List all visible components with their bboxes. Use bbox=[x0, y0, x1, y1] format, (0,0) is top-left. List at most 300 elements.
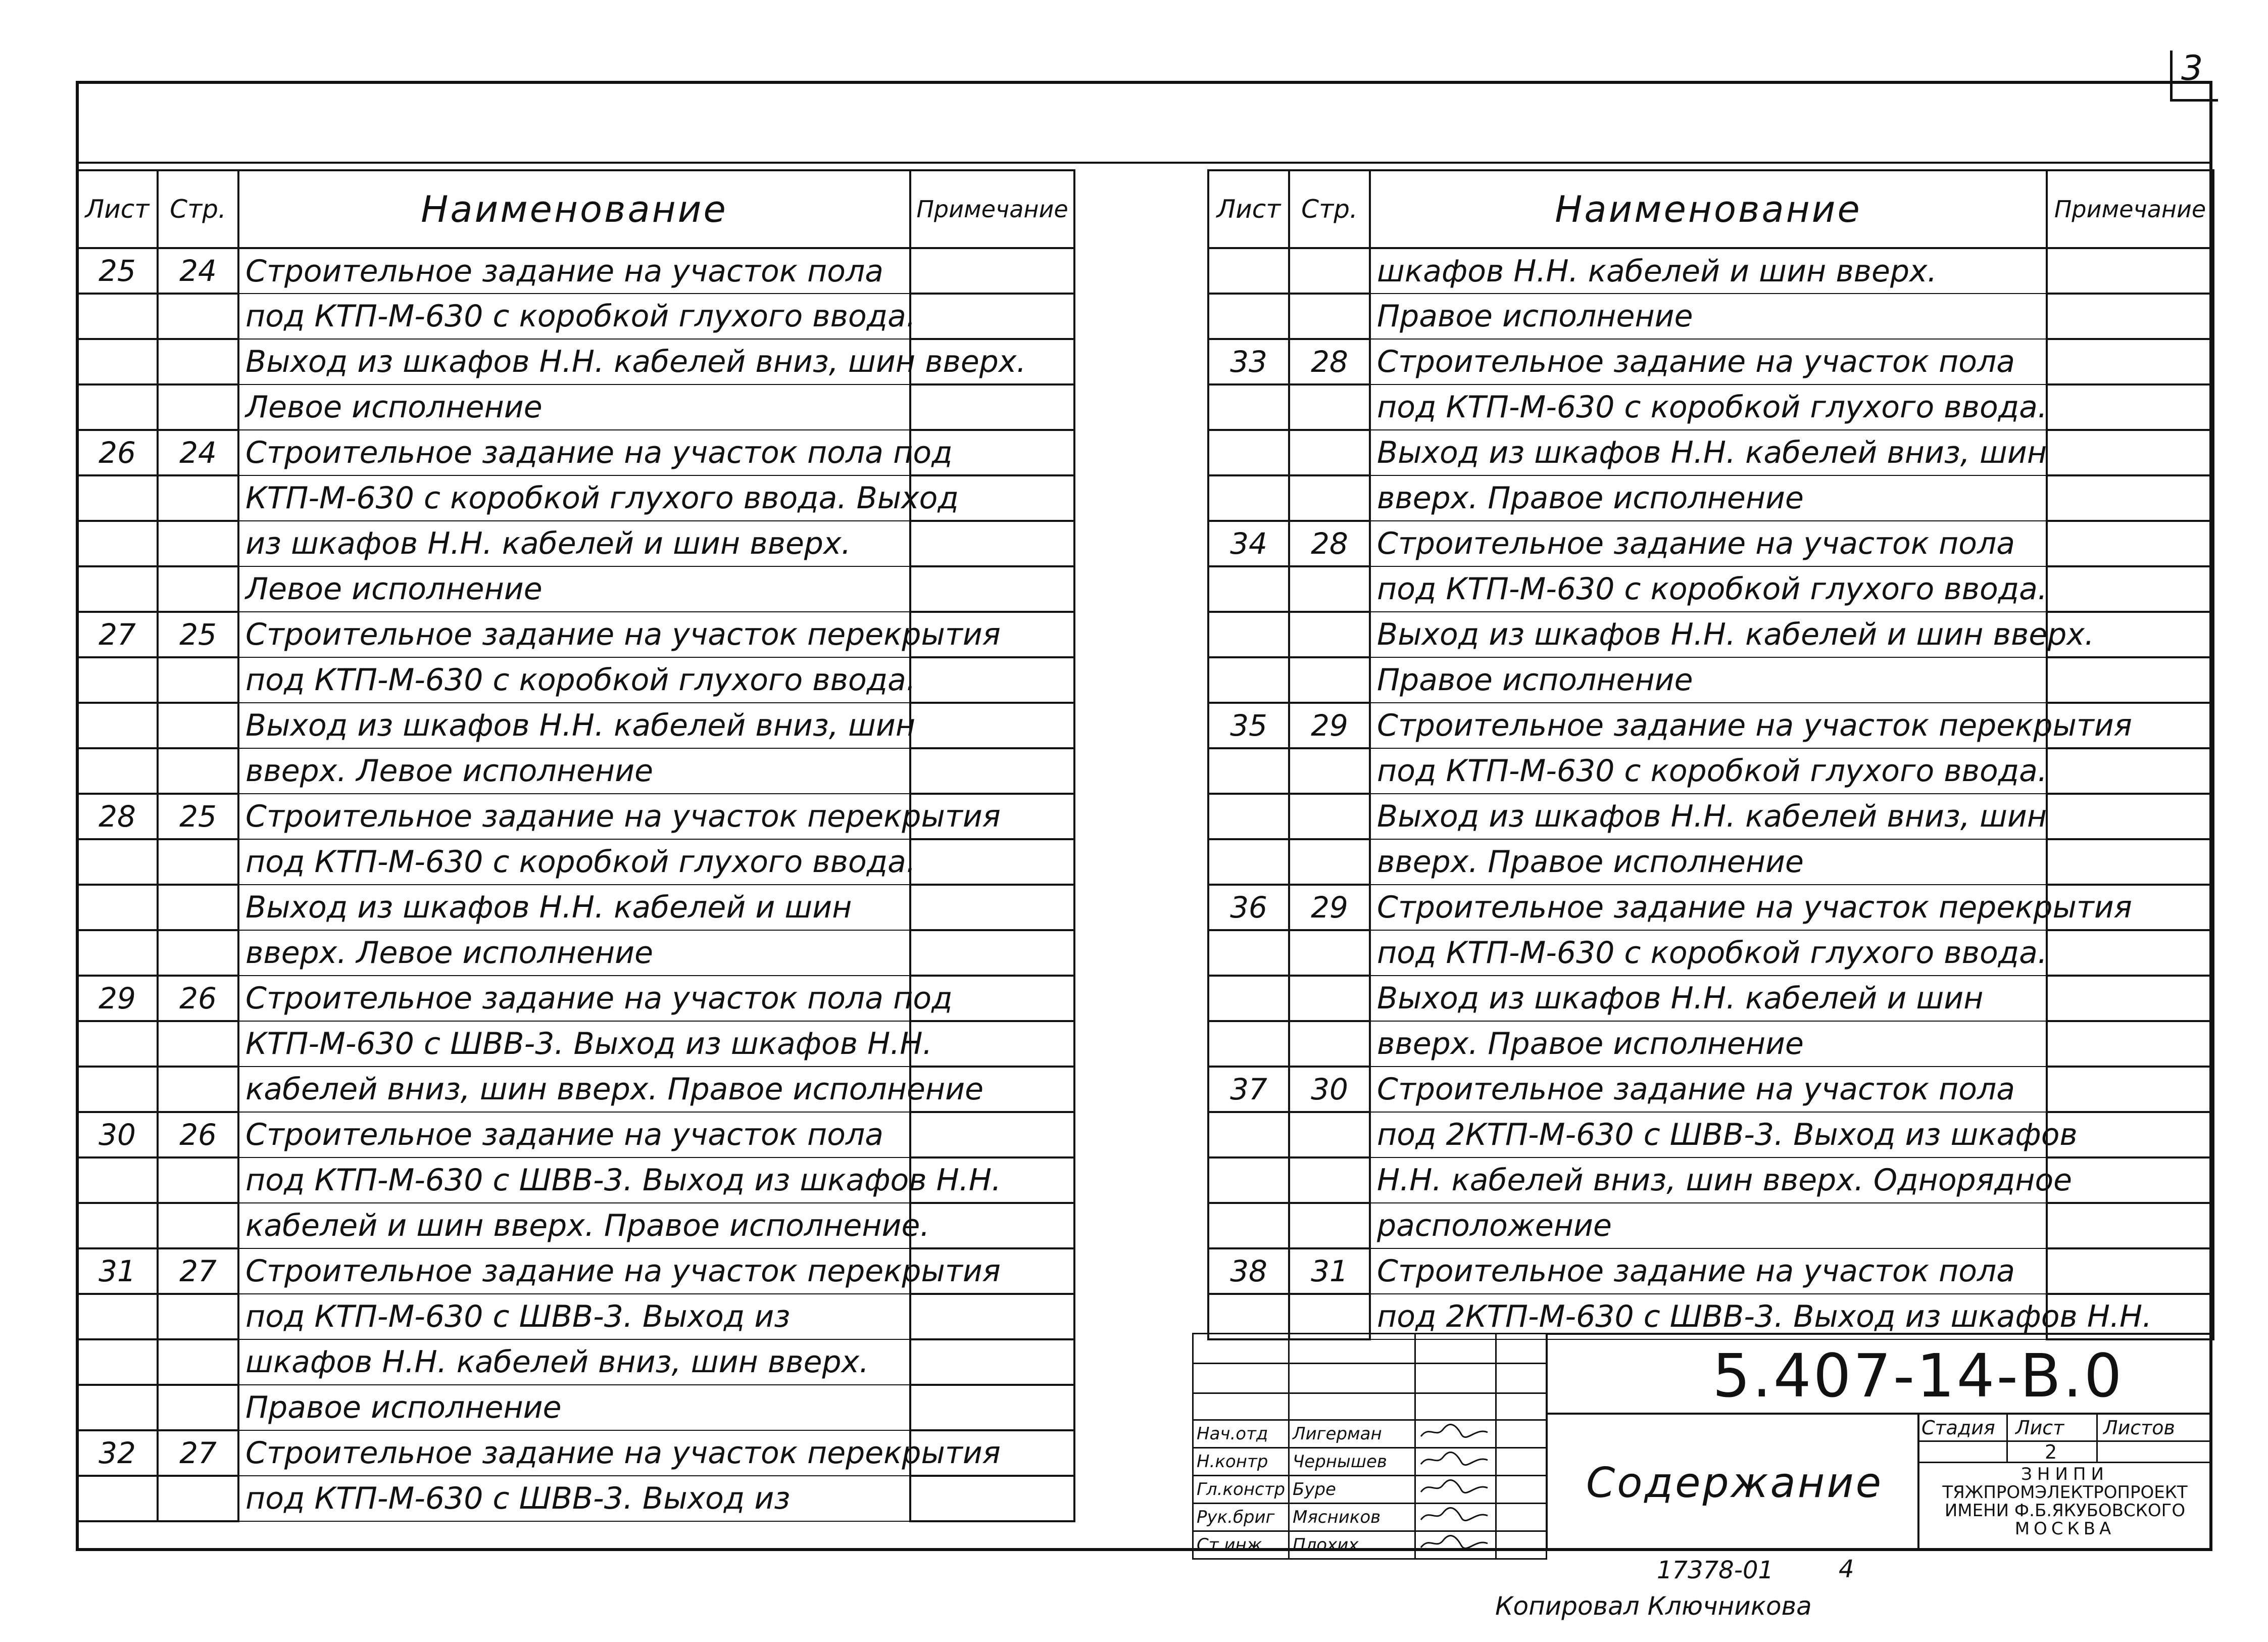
page-cell bbox=[158, 1021, 238, 1067]
page-cell bbox=[1289, 612, 1370, 657]
signature-scribble bbox=[1419, 1479, 1490, 1496]
signature-scribble bbox=[1419, 1534, 1490, 1552]
header-note: Примечание bbox=[2047, 170, 2213, 248]
signature-row bbox=[1193, 1504, 1547, 1531]
name-cell: вверх. Правое исполнение bbox=[1370, 475, 2047, 521]
name-cell: Строительное задание на участок перекрытия bbox=[238, 794, 910, 839]
page-cell bbox=[158, 1203, 238, 1248]
page-cell: 24 bbox=[158, 248, 238, 294]
name-cell: КТП-М-630 с коробкой глухого ввода. Выход bbox=[238, 475, 910, 521]
signature-row bbox=[1193, 1531, 1547, 1559]
note-cell bbox=[910, 1476, 1074, 1521]
name-cell: Строительное задание на участок пола bbox=[1370, 339, 2047, 384]
table-row bbox=[77, 248, 1074, 294]
table-row bbox=[1208, 1157, 2213, 1203]
page-cell bbox=[1289, 1203, 1370, 1248]
table-row bbox=[77, 748, 1074, 794]
sheet-cell bbox=[77, 566, 158, 612]
note-cell bbox=[910, 839, 1074, 885]
org-line-3: ИМЕНИ Ф.Б.ЯКУБОВСКОГО bbox=[1944, 1501, 2186, 1521]
note-cell bbox=[910, 885, 1074, 930]
name-cell: вверх. Левое исполнение bbox=[238, 748, 910, 794]
sheet-cell bbox=[77, 748, 158, 794]
name-cell: Строительное задание на участок перекрытия bbox=[238, 1430, 910, 1476]
note-cell bbox=[2047, 339, 2213, 384]
table-row bbox=[77, 294, 1074, 339]
stage-divider-2 bbox=[2096, 1413, 2098, 1463]
name-cell: Выход из шкафов Н.Н. кабелей и шин bbox=[1370, 976, 2047, 1021]
table-row bbox=[1208, 748, 2213, 794]
sheet-cell bbox=[77, 930, 158, 976]
page-cell: 29 bbox=[1289, 703, 1370, 748]
page-cell bbox=[158, 1294, 238, 1339]
table-header-row bbox=[77, 170, 1074, 248]
header-sheet: Лист bbox=[1208, 170, 1289, 248]
page-cell bbox=[158, 885, 238, 930]
doc-number: 5.407-14-В.0 bbox=[1712, 1341, 2124, 1411]
date-cell bbox=[1496, 1504, 1547, 1531]
note-cell bbox=[2047, 566, 2213, 612]
header-name: Наименование bbox=[238, 170, 910, 248]
page-cell bbox=[1289, 294, 1370, 339]
stage-label: Стадия bbox=[1921, 1417, 1995, 1439]
sheet-cell bbox=[1208, 794, 1289, 839]
sheet-cell bbox=[77, 657, 158, 703]
table-row bbox=[77, 566, 1074, 612]
page-cell bbox=[1289, 839, 1370, 885]
note-cell bbox=[910, 1385, 1074, 1430]
sheet-cell: 32 bbox=[77, 1430, 158, 1476]
person-name-cell: Чернышев bbox=[1289, 1448, 1415, 1476]
table-row bbox=[1208, 794, 2213, 839]
table-row bbox=[77, 839, 1074, 885]
table-row bbox=[77, 976, 1074, 1021]
page-cell: 28 bbox=[1289, 521, 1370, 566]
sheet-cell: 29 bbox=[77, 976, 158, 1021]
date-cell bbox=[1496, 1476, 1547, 1504]
sheet-cell bbox=[77, 885, 158, 930]
table-row bbox=[77, 612, 1074, 657]
table-row bbox=[1208, 612, 2213, 657]
sheet-cell: 27 bbox=[77, 612, 158, 657]
note-cell bbox=[910, 1112, 1074, 1157]
signature-scribble bbox=[1419, 1451, 1490, 1468]
note-cell bbox=[910, 1021, 1074, 1067]
sheet-cell bbox=[77, 294, 158, 339]
sheet-cell: 31 bbox=[77, 1248, 158, 1294]
role-cell: Ст.инж bbox=[1193, 1531, 1289, 1559]
table-row bbox=[1208, 294, 2213, 339]
name-cell: Выход из шкафов Н.Н. кабелей и шин вверх. bbox=[1370, 612, 2047, 657]
name-cell: Выход из шкафов Н.Н. кабелей и шин bbox=[238, 885, 910, 930]
sheet-cell: 36 bbox=[1208, 885, 1289, 930]
page-cell bbox=[158, 930, 238, 976]
sheet-cell: 33 bbox=[1208, 339, 1289, 384]
sheet-cell bbox=[77, 1476, 158, 1521]
page-cell bbox=[1289, 430, 1370, 475]
sheet-cell bbox=[1208, 930, 1289, 976]
table-row bbox=[1208, 930, 2213, 976]
note-cell bbox=[2047, 384, 2213, 430]
role-cell: Рук.бриг bbox=[1193, 1504, 1289, 1531]
page-cell bbox=[158, 703, 238, 748]
person-name-cell: Лигерман bbox=[1289, 1420, 1415, 1448]
table-row bbox=[77, 794, 1074, 839]
note-cell bbox=[910, 703, 1074, 748]
name-cell: КТП-М-630 с ШВВ-3. Выход из шкафов Н.Н. bbox=[238, 1021, 910, 1067]
person-name-cell: Плохих bbox=[1289, 1531, 1415, 1559]
table-row bbox=[1208, 703, 2213, 748]
signature-row bbox=[1193, 1448, 1547, 1476]
table-row bbox=[1208, 1203, 2213, 1248]
sheet-cell bbox=[77, 475, 158, 521]
note-cell bbox=[910, 1203, 1074, 1248]
table-row bbox=[77, 1476, 1074, 1521]
note-cell bbox=[2047, 794, 2213, 839]
sheet-cell bbox=[77, 1157, 158, 1203]
page-cell bbox=[158, 566, 238, 612]
table-row bbox=[77, 1339, 1074, 1385]
name-cell: Правое исполнение bbox=[1370, 657, 2047, 703]
name-cell: под КТП-М-630 с ШВВ-3. Выход из bbox=[238, 1476, 910, 1521]
table-row bbox=[77, 1021, 1074, 1067]
name-cell: Строительное задание на участок пола под bbox=[238, 976, 910, 1021]
name-cell: Строительное задание на участок пола под bbox=[238, 430, 910, 475]
title-block bbox=[1192, 1333, 2212, 1555]
header-page: Стр. bbox=[1289, 170, 1370, 248]
name-cell: Строительное задание на участок перекрытия bbox=[1370, 885, 2047, 930]
name-cell: под КТП-М-630 с ШВВ-3. Выход из шкафов Н.Н. bbox=[238, 1157, 910, 1203]
signature-cell bbox=[1415, 1476, 1496, 1504]
table-row bbox=[77, 1157, 1074, 1203]
sheet-cell bbox=[77, 703, 158, 748]
name-cell: под 2КТП-М-630 с ШВВ-3. Выход из шкафов bbox=[1370, 1112, 2047, 1157]
page-cell: 31 bbox=[1289, 1248, 1370, 1294]
page-cell bbox=[158, 475, 238, 521]
page-cell: 28 bbox=[1289, 339, 1370, 384]
page-cell bbox=[158, 521, 238, 566]
name-cell: Строительное задание на участок пола bbox=[238, 248, 910, 294]
sheet-cell bbox=[1208, 839, 1289, 885]
org-line-2: ТЯЖПРОМЭЛЕКТРОПРОЕКТ bbox=[1942, 1482, 2188, 1503]
table-row bbox=[1208, 384, 2213, 430]
sheet-cell bbox=[1208, 1157, 1289, 1203]
name-cell: вверх. Правое исполнение bbox=[1370, 839, 2047, 885]
sheet-cell bbox=[1208, 1021, 1289, 1067]
frame-top-line bbox=[76, 162, 2212, 164]
right-contents-table bbox=[1207, 169, 2214, 1340]
table-row bbox=[77, 657, 1074, 703]
table-row bbox=[77, 703, 1074, 748]
name-cell: под КТП-М-630 с коробкой глухого ввода. bbox=[238, 839, 910, 885]
name-cell: Выход из шкафов Н.Н. кабелей вниз, шин bbox=[238, 703, 910, 748]
sheet-cell: 35 bbox=[1208, 703, 1289, 748]
table-row bbox=[1208, 1248, 2213, 1294]
signature-scribble bbox=[1419, 1423, 1490, 1440]
name-cell: Строительное задание на участок перекрытия bbox=[1370, 703, 2047, 748]
header-sheet: Лист bbox=[77, 170, 158, 248]
date-cell bbox=[1496, 1420, 1547, 1448]
note-cell bbox=[2047, 1248, 2213, 1294]
table-row bbox=[1208, 839, 2213, 885]
table-row bbox=[1208, 1021, 2213, 1067]
page-cell bbox=[158, 294, 238, 339]
page-cell: 26 bbox=[158, 1112, 238, 1157]
table-row bbox=[77, 930, 1074, 976]
page-cell bbox=[1289, 566, 1370, 612]
note-cell bbox=[2047, 930, 2213, 976]
sheet-value: 2 bbox=[2045, 1441, 2057, 1463]
person-name-cell: Мясников bbox=[1289, 1504, 1415, 1531]
note-cell bbox=[2047, 976, 2213, 1021]
page-cell: 25 bbox=[158, 612, 238, 657]
table-row bbox=[1208, 521, 2213, 566]
page-cell: 24 bbox=[158, 430, 238, 475]
table-row bbox=[77, 1067, 1074, 1112]
name-cell: под КТП-М-630 с коробкой глухого ввода. bbox=[238, 657, 910, 703]
signature-scribble bbox=[1419, 1507, 1490, 1524]
sheet-cell bbox=[1208, 748, 1289, 794]
table-row bbox=[1208, 885, 2213, 930]
table-row bbox=[1208, 566, 2213, 612]
inventory-sheet: 4 bbox=[1839, 1555, 1854, 1583]
sheet-cell bbox=[1208, 475, 1289, 521]
note-cell bbox=[2047, 248, 2213, 294]
note-cell bbox=[910, 248, 1074, 294]
name-cell: под 2КТП-М-630 с ШВВ-3. Выход из шкафов Н.Н. bbox=[1370, 1294, 2047, 1339]
signature-cell bbox=[1415, 1420, 1496, 1448]
name-cell: Строительное задание на участок перекрытия bbox=[238, 1248, 910, 1294]
table-row bbox=[1208, 1112, 2213, 1157]
page-cell: 29 bbox=[1289, 885, 1370, 930]
note-cell bbox=[2047, 294, 2213, 339]
page-cell: 27 bbox=[158, 1430, 238, 1476]
name-cell: кабелей вниз, шин вверх. Правое исполнение bbox=[238, 1067, 910, 1112]
page-cell bbox=[158, 657, 238, 703]
name-cell: шкафов Н.Н. кабелей и шин вверх. bbox=[1370, 248, 2047, 294]
signature-cell bbox=[1415, 1448, 1496, 1476]
signature-cell bbox=[1415, 1504, 1496, 1531]
sheet-cell: 28 bbox=[77, 794, 158, 839]
note-cell bbox=[2047, 475, 2213, 521]
name-cell: под КТП-М-630 с коробкой глухого ввода. bbox=[1370, 384, 2047, 430]
note-cell bbox=[2047, 748, 2213, 794]
sheet-cell: 37 bbox=[1208, 1067, 1289, 1112]
person-name-cell: Буре bbox=[1289, 1476, 1415, 1504]
page-cell: 25 bbox=[158, 794, 238, 839]
name-cell: Левое исполнение bbox=[238, 566, 910, 612]
name-cell: под КТП-М-630 с коробкой глухого ввода. bbox=[1370, 930, 2047, 976]
note-cell bbox=[2047, 1021, 2213, 1067]
copied-by: Копировал Ключникова bbox=[1495, 1591, 1812, 1621]
note-cell bbox=[910, 1294, 1074, 1339]
left-table-body bbox=[77, 248, 1074, 1521]
name-cell: из шкафов Н.Н. кабелей и шин вверх. bbox=[238, 521, 910, 566]
signature-row bbox=[1193, 1476, 1547, 1504]
table-row bbox=[1208, 475, 2213, 521]
page-cell: 26 bbox=[158, 976, 238, 1021]
page-cell bbox=[1289, 1112, 1370, 1157]
name-cell: Н.Н. кабелей вниз, шин вверх. Однорядное bbox=[1370, 1157, 2047, 1203]
sheet-cell bbox=[1208, 612, 1289, 657]
name-cell: Строительное задание на участок пола bbox=[1370, 521, 2047, 566]
date-cell bbox=[1496, 1531, 1547, 1559]
name-cell: Выход из шкафов Н.Н. кабелей вниз, шин bbox=[1370, 794, 2047, 839]
name-cell: Выход из шкафов Н.Н. кабелей вниз, шин bbox=[1370, 430, 2047, 475]
table-row bbox=[77, 430, 1074, 475]
note-cell bbox=[910, 521, 1074, 566]
sheet-cell: 25 bbox=[77, 248, 158, 294]
note-cell bbox=[2047, 521, 2213, 566]
note-cell bbox=[910, 294, 1074, 339]
header-note: Примечание bbox=[910, 170, 1074, 248]
table-row bbox=[1208, 248, 2213, 294]
table-row bbox=[1208, 1067, 2213, 1112]
sheet-cell bbox=[77, 1294, 158, 1339]
sheet-cell bbox=[1208, 294, 1289, 339]
page-cell: 27 bbox=[158, 1248, 238, 1294]
table-row bbox=[77, 1385, 1074, 1430]
table-row bbox=[1208, 339, 2213, 384]
sheet-cell bbox=[77, 1067, 158, 1112]
page-cell bbox=[158, 384, 238, 430]
note-cell bbox=[910, 748, 1074, 794]
table-row bbox=[1208, 657, 2213, 703]
page-number: 3 bbox=[2181, 49, 2203, 88]
signature-grid bbox=[1192, 1333, 1547, 1560]
page-cell bbox=[158, 1339, 238, 1385]
note-cell bbox=[2047, 839, 2213, 885]
sheet-cell bbox=[77, 521, 158, 566]
name-cell: Правое исполнение bbox=[238, 1385, 910, 1430]
name-cell: Левое исполнение bbox=[238, 384, 910, 430]
note-cell bbox=[910, 566, 1074, 612]
signature-cell bbox=[1415, 1531, 1496, 1559]
page-cell bbox=[158, 339, 238, 384]
inventory-number: 17378-01 bbox=[1657, 1556, 1774, 1584]
name-cell: Строительное задание на участок пола bbox=[238, 1112, 910, 1157]
sheet-cell bbox=[77, 384, 158, 430]
name-cell: Строительное задание на участок перекрытия bbox=[238, 612, 910, 657]
sheet-cell bbox=[77, 1385, 158, 1430]
sheet-cell bbox=[77, 1339, 158, 1385]
table-row bbox=[77, 384, 1074, 430]
page-cell bbox=[1289, 794, 1370, 839]
sheet-cell bbox=[1208, 430, 1289, 475]
page-cell bbox=[158, 839, 238, 885]
right-table-body bbox=[1208, 248, 2213, 1339]
sheet-cell: 34 bbox=[1208, 521, 1289, 566]
table-row bbox=[77, 1248, 1074, 1294]
sheet-cell bbox=[1208, 1203, 1289, 1248]
page-cell bbox=[158, 1157, 238, 1203]
page-cell bbox=[1289, 1021, 1370, 1067]
name-cell: Строительное задание на участок пола bbox=[1370, 1067, 2047, 1112]
note-cell bbox=[910, 384, 1074, 430]
page-cell bbox=[1289, 248, 1370, 294]
name-cell: под КТП-М-630 с ШВВ-3. Выход из bbox=[238, 1294, 910, 1339]
header-page: Стр. bbox=[158, 170, 238, 248]
name-cell: кабелей и шин вверх. Правое исполнение. bbox=[238, 1203, 910, 1248]
note-cell bbox=[2047, 657, 2213, 703]
name-cell: под КТП-М-630 с коробкой глухого ввода. bbox=[1370, 566, 2047, 612]
table-row bbox=[77, 1430, 1074, 1476]
note-cell bbox=[2047, 1203, 2213, 1248]
table-row bbox=[1208, 976, 2213, 1021]
sheet-cell: 26 bbox=[77, 430, 158, 475]
sheet-cell bbox=[77, 339, 158, 384]
note-cell bbox=[910, 1339, 1074, 1385]
date-cell bbox=[1496, 1448, 1547, 1476]
name-cell: вверх. Правое исполнение bbox=[1370, 1021, 2047, 1067]
sheet-cell bbox=[77, 839, 158, 885]
org-line-1: ЗНИПИ bbox=[2021, 1464, 2109, 1484]
page-cell bbox=[1289, 657, 1370, 703]
org-line-4: МОСКВА bbox=[2014, 1519, 2115, 1539]
page-cell bbox=[1289, 748, 1370, 794]
role-cell: Нач.отд bbox=[1193, 1420, 1289, 1448]
table-row bbox=[77, 339, 1074, 384]
table-row bbox=[77, 885, 1074, 930]
stage-divider-1 bbox=[2006, 1413, 2008, 1463]
role-cell: Н.контр bbox=[1193, 1448, 1289, 1476]
page-cell bbox=[158, 1476, 238, 1521]
name-cell: Строительное задание на участок пола bbox=[1370, 1248, 2047, 1294]
page-cell: 30 bbox=[1289, 1067, 1370, 1112]
sheet-title: Содержание bbox=[1586, 1459, 1884, 1507]
note-cell bbox=[2047, 430, 2213, 475]
table-row bbox=[1208, 430, 2213, 475]
header-name: Наименование bbox=[1370, 170, 2047, 248]
page-cell bbox=[158, 1385, 238, 1430]
page-cell bbox=[1289, 1157, 1370, 1203]
name-cell: Выход из шкафов Н.Н. кабелей вниз, шин вверх. bbox=[238, 339, 910, 384]
table-row bbox=[77, 1203, 1074, 1248]
page-cell bbox=[1289, 930, 1370, 976]
name-cell: вверх. Левое исполнение bbox=[238, 930, 910, 976]
page-cell bbox=[1289, 475, 1370, 521]
note-cell bbox=[910, 930, 1074, 976]
signature-row bbox=[1193, 1420, 1547, 1448]
name-cell: под КТП-М-630 с коробкой глухого ввода. bbox=[1370, 748, 2047, 794]
table-header-row bbox=[1208, 170, 2213, 248]
sheet-cell: 38 bbox=[1208, 1248, 1289, 1294]
sheet-cell bbox=[77, 1021, 158, 1067]
role-cell: Гл.констр bbox=[1193, 1476, 1289, 1504]
sheet-cell bbox=[1208, 248, 1289, 294]
table-row bbox=[77, 521, 1074, 566]
stage-value-row bbox=[1917, 1441, 2212, 1463]
sheet-label: Лист bbox=[2015, 1417, 2064, 1439]
sheet-cell bbox=[1208, 657, 1289, 703]
name-cell: расположение bbox=[1370, 1203, 2047, 1248]
org-name bbox=[1919, 1465, 2210, 1538]
left-contents-table bbox=[76, 169, 1075, 1522]
table-row bbox=[77, 1112, 1074, 1157]
sheet-cell: 30 bbox=[77, 1112, 158, 1157]
sheet-cell bbox=[1208, 384, 1289, 430]
page-cell bbox=[158, 1067, 238, 1112]
sheet-cell bbox=[77, 1203, 158, 1248]
page-cell bbox=[1289, 976, 1370, 1021]
note-cell bbox=[910, 657, 1074, 703]
sheet-cell bbox=[1208, 1112, 1289, 1157]
sheet-cell bbox=[1208, 976, 1289, 1021]
name-cell: Правое исполнение bbox=[1370, 294, 2047, 339]
name-cell: шкафов Н.Н. кабелей вниз, шин вверх. bbox=[238, 1339, 910, 1385]
table-row bbox=[77, 475, 1074, 521]
sheets-label: Листов bbox=[2103, 1417, 2175, 1439]
